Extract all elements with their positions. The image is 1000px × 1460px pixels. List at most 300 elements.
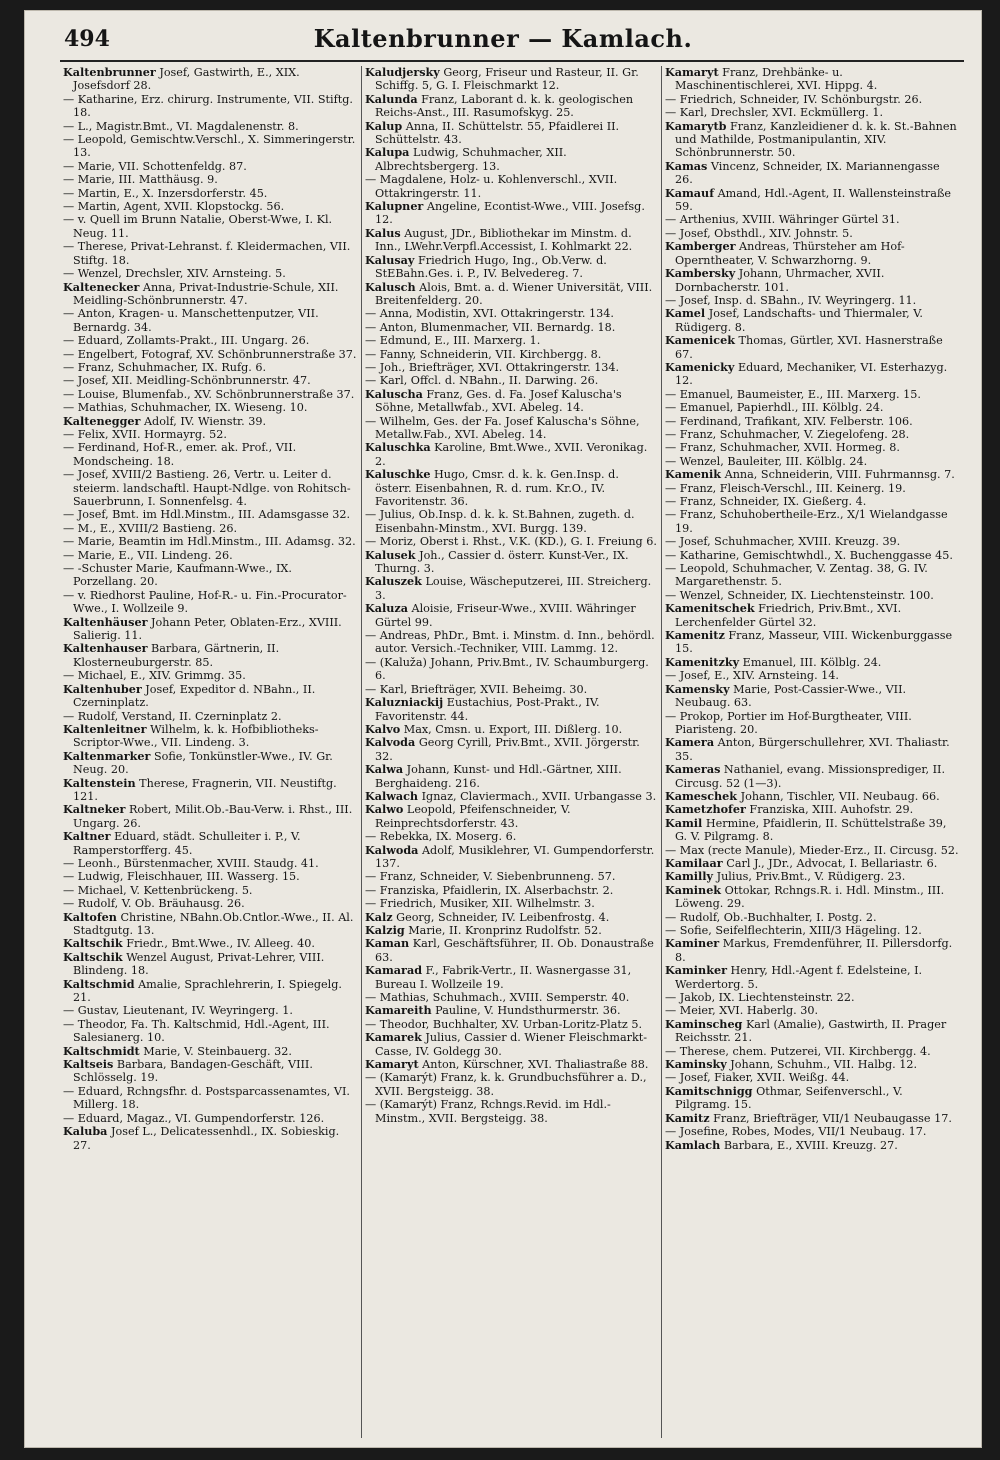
directory-entry: [63, 683, 358, 710]
directory-entry: [365, 508, 658, 535]
entry-surname: Kamenitz: [665, 628, 725, 643]
directory-entry: [63, 642, 358, 669]
entry-details: Georg, Friseur und Rasteur, II. Gr. Schiffg. 5, G. I. Fleischmarkt 12.: [375, 66, 639, 93]
directory-entry: [365, 629, 658, 656]
entry-surname: Kamaryt: [665, 66, 719, 79]
entry-details: Anna, Privat-Industrie-Schule, XII. Meidling-Schönbrunnerstr. 47.: [73, 280, 339, 307]
entry-details: — Eduard, Rchngsfhr. d. Postsparcassenamtes, VI. Millerg. 18.: [63, 1084, 350, 1112]
entry-details: — Leopold, Schuhmacher, V. Zentag. 38, G. IV. Margarethenstr. 5.: [665, 562, 928, 589]
entry-details: — Karl, Offcl. d. NBahn., II. Darwing. 26.: [365, 374, 599, 388]
directory-entry: [365, 549, 658, 576]
directory-entry: [365, 415, 658, 442]
directory-entry: [63, 978, 358, 1005]
directory-entry: [665, 535, 960, 548]
directory-entry: [665, 93, 960, 106]
entry-details: Anton, Kürschner, XVI. Thaliastraße 88.: [418, 1058, 649, 1072]
entry-details: — Magdalene, Holz- u. Kohlenverschl., XVII. Ottakringerstr. 11.: [365, 173, 618, 200]
entry-details: Anna, Schneiderin, VIII. Fuhrmannsg. 7.: [721, 468, 955, 482]
entry-details: — M., E., XVIII/2 Bastieng. 26.: [63, 521, 238, 535]
directory-entry: [63, 803, 358, 830]
entry-surname: Kaltofen: [63, 909, 117, 924]
directory-entry: [665, 884, 960, 911]
directory-entry: [63, 1112, 358, 1125]
entry-details: — Martin, Agent, XVII. Klopstockg. 56.: [63, 200, 285, 214]
directory-entry: [63, 468, 358, 508]
entry-details: — Emanuel, Papierhdl., III. Kölblg. 24.: [665, 401, 884, 415]
entry-details: Marie, Post-Cassier-Wwe., VII. Neubaug. 63.: [675, 682, 907, 710]
directory-entry: [665, 844, 960, 857]
entry-details: Ludwig, Schuhmacher, XII. Albrechtsbergerg. 13.: [375, 146, 567, 173]
directory-entry: [665, 66, 960, 93]
directory-entry: [63, 535, 358, 548]
directory-entry: [63, 1045, 358, 1058]
directory-entry: [63, 830, 358, 857]
entry-details: Anna, II. Schüttelstr. 55, Pfaidlerei II. Schüttelstr. 43.: [375, 119, 620, 147]
entry-details: — v. Quell im Brunn Natalie, Oberst-Wwe, I. Kl. Neug. 11.: [63, 213, 333, 240]
entry-surname: Kalwo: [365, 802, 404, 817]
directory-entry: [665, 857, 960, 870]
entry-details: Johann, Tischler, VII. Neubaug. 66.: [737, 789, 940, 803]
entry-details: Barbara, Gärtnerin, II. Klosterneuburgerstr. 85.: [73, 642, 280, 669]
directory-entry: [365, 683, 658, 696]
entry-details: Henry, Hdl.-Agent f. Edelsteine, I. Werdertorg. 5.: [675, 964, 923, 991]
entry-details: — Franz, Schuhmacher, XVII. Hormeg. 8.: [665, 441, 900, 455]
entry-details: Eduard, Mechaniker, VI. Esterhazyg. 12.: [675, 360, 948, 388]
entry-details: — Eduard, Zollamts-Prakt., III. Ungarg. 26.: [63, 334, 310, 348]
entry-details: Georg, Schneider, IV. Leibenfrostg. 4.: [392, 910, 610, 924]
entry-details: Vincenz, Schneider, IX. Mariannengasse 26.: [675, 159, 940, 187]
entry-surname: Kamarytb: [665, 118, 727, 133]
directory-entry: [365, 1071, 658, 1098]
directory-entry: [665, 106, 960, 119]
directory-entry: [63, 562, 358, 589]
entry-surname: Kamarek: [365, 1030, 422, 1045]
entry-surname: Kaltschik: [63, 949, 123, 964]
entry-details: — Anton, Blumenmacher, VII. Bernardg. 18.: [365, 320, 616, 334]
entry-details: Julius, Priv.Bmt., V. Rüdigerg. 23.: [713, 870, 906, 884]
directory-entry: [63, 160, 358, 173]
directory-entry: [665, 736, 960, 763]
directory-entry: [365, 656, 658, 683]
entry-details: Marie, V. Steinbauerg. 32.: [139, 1044, 292, 1058]
entry-details: — Wilhelm, Ges. der Fa. Josef Kaluscha's Söhne, Metallw.Fab., XVI. Abeleg. 14.: [365, 414, 640, 441]
directory-entry: [665, 428, 960, 441]
entry-details: Pauline, V. Hundsthurmerstr. 36.: [431, 1004, 621, 1018]
directory-entry: [665, 924, 960, 937]
entry-details: Franz, Drehbänke- u. Maschinentischlerei, XVI. Hippg. 4.: [675, 66, 878, 93]
entry-details: Louise, Wäscheputzerei, III. Streicherg. 3.: [375, 575, 652, 602]
entry-surname: Kamilaar: [665, 855, 723, 870]
directory-entry: [665, 790, 960, 803]
directory-entry: [63, 334, 358, 347]
entry-details: Leopold, Pfeifenschneider, V. Reinprechtsdorferstr. 43.: [375, 803, 571, 830]
directory-entry: [365, 803, 658, 830]
directory-entry: [665, 656, 960, 669]
directory-entry: [63, 937, 358, 950]
entry-details: — L., Magistr.Bmt., VI. Magdalenenstr. 8.: [63, 119, 299, 133]
directory-entry: [63, 951, 358, 978]
entry-surname: Kamel: [665, 306, 706, 321]
entry-surname: Kalus: [365, 225, 401, 240]
directory-entry: [365, 897, 658, 910]
entry-details: Ottokar, Rchngs.R. i. Hdl. Minstm., III. Löweng. 29.: [675, 883, 945, 911]
directory-entry: [365, 723, 658, 736]
entry-details: — Josef, XVIII/2 Bastieng. 26, Vertr. u. Leiter d. steierm. landschaftl. Haupt-Ndlge. von Rohitsch-Sauerbrunn, I. Sonnenfelsg. 4.: [63, 468, 351, 508]
entry-details: — Michael, V. Kettenbrückeng. 5.: [63, 883, 253, 897]
directory-entry: [63, 710, 358, 723]
directory-entry: [665, 213, 960, 226]
entry-details: Karoline, Bmt.Wwe., XVII. Veronikag. 2.: [375, 441, 648, 468]
entry-details: — Rudolf, V. Ob. Bräuhausg. 26.: [63, 897, 245, 911]
directory-entry: [665, 307, 960, 334]
entry-details: — Louise, Blumenfab., XV. Schönbrunnerstraße 37.: [63, 387, 355, 401]
directory-entry: [665, 415, 960, 428]
entry-surname: Kamenitschek: [665, 601, 755, 616]
directory-entry: [63, 428, 358, 441]
entry-surname: Kambersky: [665, 266, 736, 281]
directory-entry: [665, 1112, 960, 1125]
entry-surname: Kalvo: [365, 721, 401, 736]
entry-details: Ignaz, Claviermach., XVII. Urbangasse 3.: [418, 789, 657, 803]
directory-entry: [63, 1085, 358, 1112]
entry-details: Johann, Kunst- und Hdl.-Gärtner, XIII. Berghaideng. 216.: [375, 763, 622, 790]
directory-entry: [365, 763, 658, 790]
directory-entry: [665, 1045, 960, 1058]
entry-details: Franz, Laborant d. k. k. geologischen Reichs-Anst., III. Rasumofskyg. 25.: [375, 92, 634, 120]
entry-surname: Kamitschnigg: [665, 1083, 753, 1098]
entry-details: — Meier, XVI. Haberlg. 30.: [665, 1004, 819, 1018]
entry-surname: Kamberger: [665, 239, 736, 254]
entry-columns: [60, 66, 964, 1438]
directory-entry: [665, 227, 960, 240]
entry-details: — Felix, XVII. Hormayrg. 52.: [63, 427, 227, 441]
entry-details: Johann Peter, Oblaten-Erz., XVIII. Salierig. 11.: [73, 615, 342, 643]
entry-details: — Wenzel, Bauleiter, III. Kölblg. 24.: [665, 454, 868, 468]
entry-details: Johann, Schuhm., VII. Halbg. 12.: [726, 1058, 918, 1072]
entry-details: — Josef, Fiaker, XVII. Weißg. 44.: [665, 1071, 850, 1085]
entry-surname: Kalusay: [365, 252, 415, 267]
directory-entry: [365, 911, 658, 924]
entry-surname: Kaminsky: [665, 1057, 727, 1072]
directory-entry: [665, 964, 960, 991]
entry-details: — Franz, Schuhobertheile-Erz., X/1 Wielandgasse 19.: [665, 508, 948, 535]
entry-details: August, JDr., Bibliothekar im Minstm. d. Inn., LWehr.Verpfl.Accessist, I. Kohlmarkt 22.: [375, 226, 633, 254]
directory-page: [24, 10, 982, 1448]
entry-details: Josef L., Delicatessenhdl., IX. Sobieskig. 27.: [73, 1125, 340, 1152]
entry-surname: Kaltschmidt: [63, 1043, 140, 1058]
entry-details: Christine, NBahn.Ob.Cntlor.-Wwe., II. Al. Stadtgutg. 13.: [73, 910, 354, 937]
entry-details: Aloisie, Friseur-Wwe., XVIII. Währinger Gürtel 99.: [375, 602, 636, 629]
entry-surname: Kalz: [365, 909, 393, 924]
directory-entry: [665, 240, 960, 267]
entry-surname: Kaluschke: [365, 467, 431, 482]
directory-entry: [63, 549, 358, 562]
directory-entry: [365, 991, 658, 1004]
entry-details: — Josefine, Robes, Modes, VII/1 Neubaug. 17.: [665, 1125, 927, 1139]
entry-surname: Kamareith: [365, 1003, 432, 1018]
directory-entry: [365, 120, 658, 147]
column-left: [60, 66, 361, 1438]
directory-entry: [665, 1018, 960, 1045]
directory-entry: [365, 1098, 658, 1125]
directory-entry: [63, 522, 358, 535]
entry-surname: Kamenicky: [665, 359, 735, 374]
entry-surname: Kamera: [665, 735, 715, 750]
directory-entry: [63, 133, 358, 160]
entry-details: — Gustav, Lieutenant, IV. Weyringerg. 1.: [63, 1004, 293, 1018]
entry-details: Marie, II. Kronprinz Rudolfstr. 52.: [404, 924, 602, 937]
entry-details: Julius, Cassier d. Wiener Fleischmarkt-Casse, IV. Goldegg 30.: [375, 1031, 648, 1058]
entry-surname: Kaltner: [63, 829, 111, 844]
entry-details: Barbara, E., XVIII. Kreuzg. 27.: [720, 1138, 898, 1152]
entry-surname: Kalupner: [365, 199, 424, 214]
entry-surname: Kameras: [665, 762, 721, 777]
entry-surname: Kalvoda: [365, 735, 416, 750]
directory-entry: [63, 307, 358, 334]
entry-details: — Therese, chem. Putzerei, VII. Kirchbergg. 4.: [665, 1044, 931, 1058]
entry-details: — Emanuel, Baumeister, E., III. Marxerg. 15.: [665, 387, 921, 401]
entry-details: Sofie, Tonkünstler-Wwe., IV. Gr. Neug. 20.: [73, 749, 333, 777]
entry-surname: Kaluba: [63, 1124, 108, 1139]
entry-surname: Kalusch: [365, 279, 416, 294]
directory-entry: [63, 1125, 358, 1152]
entry-details: — Mathias, Schuhmach., XVIII. Semperstr. 40.: [365, 991, 630, 1005]
entry-details: Eustachius, Post-Prakt., IV. Favoritenstr. 44.: [375, 696, 600, 723]
directory-entry: [365, 844, 658, 871]
entry-details: — Friedrich, Musiker, XII. Wilhelmstr. 3.: [365, 897, 595, 911]
entry-surname: Kaltenbrunner: [63, 66, 156, 79]
directory-entry: [365, 468, 658, 508]
entry-details: Friedrich Hugo, Ing., Ob.Verw. d. StEBahn.Ges. i. P., IV. Belvedereg. 7.: [375, 253, 607, 281]
entry-details: Josef, Expeditor d. NBahn., II. Czerninplatz.: [73, 682, 316, 710]
directory-entry: [665, 1139, 960, 1152]
entry-details: Thomas, Gürtler, XVI. Hasnerstraße 67.: [675, 334, 943, 361]
directory-entry: [665, 991, 960, 1004]
entry-details: — Arthenius, XVIII. Währinger Gürtel 31.: [665, 213, 900, 227]
entry-details: — Theodor, Fa. Th. Kaltschmid, Hdl.-Agent, III. Salesianerg. 10.: [63, 1017, 330, 1045]
entry-details: Hugo, Cmsr. d. k. k. Gen.Insp. d. österr. Eisenbahnen, R. d. rum. Kr.O., IV. Favoritenstr. 36.: [375, 468, 619, 508]
directory-entry: [63, 723, 358, 750]
entry-details: — Leopold, Gemischtw.Verschl., X. Simmeringerstr. 13.: [63, 133, 356, 160]
entry-details: — Josef, Insp. d. SBahn., IV. Weyringerg. 11.: [665, 293, 917, 307]
directory-entry: [63, 388, 358, 401]
directory-entry: [665, 361, 960, 388]
entry-details: — Edmund, E., III. Marxerg. 1.: [365, 334, 541, 348]
entry-details: Franziska, XIII. Auhofstr. 29.: [745, 803, 914, 817]
entry-details: — Katharine, Erz. chirurg. Instrumente, VII. Stiftg. 18.: [63, 92, 353, 120]
directory-entry: [63, 200, 358, 213]
directory-entry: [665, 710, 960, 737]
directory-entry: [365, 200, 658, 227]
entry-details: Hermine, Pfaidlerin, II. Schüttelstraße 39, G. V. Pilgramg. 8.: [675, 816, 947, 844]
entry-details: — Rudolf, Ob.-Buchhalter, I. Postg. 2.: [665, 910, 877, 924]
directory-entry: [365, 307, 658, 320]
column-middle: [361, 66, 662, 1438]
directory-entry: [665, 683, 960, 710]
entry-surname: Kalunda: [365, 91, 418, 106]
entry-details: — Engelbert, Fotograf, XV. Schönbrunnerstraße 37.: [63, 347, 357, 361]
entry-details: — Eduard, Magaz., VI. Gumpendorferstr. 126.: [63, 1111, 325, 1125]
directory-entry: [63, 911, 358, 938]
directory-entry: [665, 602, 960, 629]
directory-entry: [365, 93, 658, 120]
entry-details: Alois, Bmt. a. d. Wiener Universität, VIII. Breitenfelderg. 20.: [375, 280, 653, 307]
entry-surname: Kaltschmid: [63, 976, 135, 991]
entry-details: — Josef, XII. Meidling-Schönbrunnerstr. 47.: [63, 374, 311, 388]
entry-surname: Kaltenecker: [63, 279, 140, 294]
entry-surname: Kaluschka: [365, 440, 431, 455]
directory-entry: [665, 911, 960, 924]
entry-surname: Kaltenhauser: [63, 641, 148, 656]
entry-details: — Josef, Schuhmacher, XVIII. Kreuzg. 39.: [665, 535, 901, 549]
directory-entry: [63, 589, 358, 616]
entry-details: — v. Riedhorst Pauline, Hof-R.- u. Fin.-Procurator-Wwe., I. Wollzeile 9.: [63, 588, 347, 616]
entry-details: Eduard, städt. Schulleiter i. P., V. Ramperstorfferg. 45.: [73, 830, 301, 857]
entry-details: — Ferdinand, Hof-R., emer. ak. Prof., VII. Mondscheing. 18.: [63, 441, 297, 468]
directory-entry: [665, 1125, 960, 1138]
directory-entry: [63, 616, 358, 643]
entry-details: — Franz, Schuhmacher, V. Ziegelofeng. 28.: [665, 427, 910, 441]
entry-details: Wilhelm, k. k. Hofbibliotheks-Scriptor-Wwe., VII. Lindeng. 3.: [73, 722, 319, 750]
entry-surname: Kalwoda: [365, 842, 419, 857]
directory-entry: [665, 1058, 960, 1071]
entry-details: Markus, Fremdenführer, II. Pillersdorfg. 8.: [675, 937, 953, 964]
entry-details: Andreas, Thürsteher am Hof-Operntheater, V. Schwarzhorng. 9.: [675, 240, 905, 267]
entry-surname: Kaltenhuber: [63, 681, 142, 696]
entry-details: — Leonh., Bürstenmacher, XVIII. Staudg. 41.: [63, 856, 319, 870]
directory-entry: [63, 173, 358, 186]
entry-surname: Kalwach: [365, 788, 419, 803]
directory-entry: [63, 1004, 358, 1017]
entry-details: — Franz, Fleisch-Verschl., III. Keinerg. 19.: [665, 481, 906, 495]
directory-entry: [665, 160, 960, 187]
entry-details: Amand, Hdl.-Agent, II. Wallensteinstraße 59.: [675, 186, 952, 214]
entry-details: Adolf, Musiklehrer, VI. Gumpendorferstr. 137.: [375, 843, 655, 870]
entry-details: Carl J., JDr., Advocat, I. Bellariastr. 6.: [722, 856, 938, 870]
directory-entry: [63, 897, 358, 910]
entry-details: — Max (recte Manule), Mieder-Erz., II. Circusg. 52.: [665, 843, 959, 857]
directory-entry: [665, 763, 960, 790]
directory-entry: [63, 870, 358, 883]
directory-entry: [63, 267, 358, 280]
entry-details: — Ludwig, Fleischhauer, III. Wasserg. 15.: [63, 870, 300, 884]
directory-entry: [63, 1018, 358, 1045]
entry-details: — Karl, Drechsler, XVI. Eckmüllerg. 1.: [665, 106, 884, 120]
entry-details: Georg Cyrill, Priv.Bmt., XVII. Jörgerstr. 32.: [375, 736, 640, 763]
directory-entry: [665, 441, 960, 454]
entry-surname: Kaltenleitner: [63, 721, 147, 736]
directory-entry: [665, 803, 960, 816]
directory-entry: [63, 120, 358, 133]
directory-entry: [665, 1004, 960, 1017]
entry-surname: Kaminer: [665, 936, 720, 951]
entry-surname: Kamauf: [665, 185, 715, 200]
directory-entry: [365, 281, 658, 308]
entry-details: — Friedrich, Schneider, IV. Schönburgstr. 26.: [665, 92, 923, 106]
entry-details: — Prokop, Portier im Hof-Burgtheater, VIII. Piaristeng. 20.: [665, 709, 912, 736]
directory-entry: [63, 66, 358, 93]
directory-entry: [665, 401, 960, 414]
page-number: 494: [64, 26, 110, 52]
entry-details: — Jakob, IX. Liechtensteinstr. 22.: [665, 991, 855, 1005]
entry-details: — Andreas, PhDr., Bmt. i. Minstm. d. Inn., behördl. autor. Versich.-Techniker, VIII. Lammg. 12.: [365, 629, 655, 656]
directory-entry: [365, 321, 658, 334]
directory-entry: [665, 334, 960, 361]
entry-surname: Kamlach: [665, 1137, 721, 1152]
entry-surname: Kaltenmarker: [63, 748, 151, 763]
directory-entry: [365, 388, 658, 415]
entry-details: — Josef, Obsthdl., XIV. Johnstr. 5.: [665, 226, 853, 240]
entry-surname: Kamenitzky: [665, 654, 740, 669]
page-header: [24, 22, 982, 62]
directory-entry: [365, 924, 658, 937]
running-head: Kaltenbrunner — Kamlach.: [313, 24, 693, 53]
entry-details: — -Schuster Marie, Kaufmann-Wwe., IX. Porzellang. 20.: [63, 562, 292, 589]
entry-details: — Marie, VII. Schottenfeldg. 87.: [63, 159, 247, 173]
entry-details: — Moriz, Oberst i. Rhst., V.K. (KD.), G. I. Freiung 6.: [365, 535, 657, 549]
entry-details: — Marie, III. Matthäusg. 9.: [63, 173, 218, 187]
entry-surname: Kamenik: [665, 467, 722, 482]
directory-entry: [365, 1004, 658, 1017]
entry-details: — Josef, E., XIV. Arnsteing. 14.: [665, 669, 839, 683]
directory-entry: [63, 93, 358, 120]
entry-surname: Kamitz: [665, 1110, 710, 1125]
directory-entry: [365, 575, 658, 602]
directory-entry: [63, 441, 358, 468]
entry-surname: Kamilly: [665, 869, 714, 884]
entry-details: — Therese, Privat-Lehranst. f. Kleidermachen, VII. Stiftg. 18.: [63, 240, 351, 267]
entry-surname: Kamenicek: [665, 333, 735, 348]
entry-details: Emanuel, III. Kölblg. 24.: [739, 655, 882, 669]
directory-entry: [63, 1058, 358, 1085]
directory-entry: [63, 669, 358, 682]
directory-entry: [665, 468, 960, 481]
directory-entry: [365, 1031, 658, 1058]
entry-details: Wenzel August, Privat-Lehrer, VIII. Blindeng. 18.: [73, 950, 325, 978]
entry-surname: Kaltschik: [63, 936, 123, 951]
entry-details: — Martin, E., X. Inzersdorferstr. 45.: [63, 186, 268, 200]
directory-entry: [665, 482, 960, 495]
directory-entry: [63, 750, 358, 777]
directory-entry: [365, 602, 658, 629]
directory-entry: [365, 884, 658, 897]
entry-surname: Kaminker: [665, 963, 727, 978]
directory-entry: [665, 870, 960, 883]
entry-surname: Kalup: [365, 118, 403, 133]
entry-details: Friedrich, Priv.Bmt., XVI. Lerchenfelder Gürtel 32.: [675, 602, 902, 629]
directory-entry: [665, 1085, 960, 1112]
column-right: [662, 66, 963, 1438]
entry-details: — Franz, Schneider, IX. Gießerg. 4.: [665, 495, 867, 508]
entry-details: — Julius, Ob.Insp. d. k. k. St.Bahnen, zugeth. d. Eisenbahn-Minstm., XVI. Burgg. 139.: [365, 508, 635, 535]
directory-entry: [365, 736, 658, 763]
directory-entry: [63, 884, 358, 897]
entry-details: Franz, Masseur, VIII. Wickenburggasse 15.: [675, 629, 953, 656]
directory-entry: [63, 348, 358, 361]
entry-surname: Kaltenegger: [63, 413, 141, 428]
directory-entry: [63, 508, 358, 521]
entry-details: Robert, Milit.Ob.-Bau-Verw. i. Rhst., III. Ungarg. 26.: [73, 803, 353, 830]
directory-entry: [665, 817, 960, 844]
directory-entry: [665, 1071, 960, 1084]
entry-details: Adolf, IV. Wienstr. 39.: [140, 414, 267, 428]
directory-entry: [365, 146, 658, 173]
directory-entry: [63, 401, 358, 414]
entry-surname: Kaminscheg: [665, 1016, 743, 1031]
entry-surname: Kaltenhäuser: [63, 614, 148, 629]
entry-surname: Kaludjersky: [365, 66, 440, 79]
directory-entry: [63, 240, 358, 267]
